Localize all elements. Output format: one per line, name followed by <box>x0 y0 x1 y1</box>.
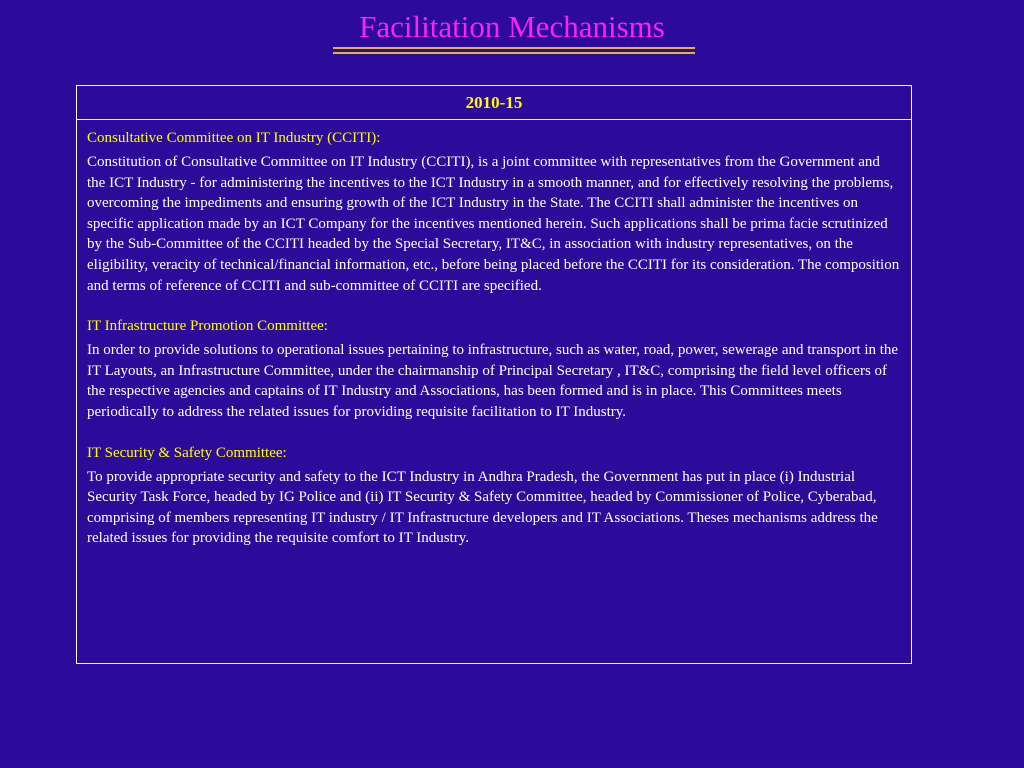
section-heading: Consultative Committee on IT Industry (CCITI): <box>87 130 381 146</box>
section-infrastructure <box>87 316 901 422</box>
section-heading: IT Infrastructure Promotion Committee: <box>87 318 328 335</box>
content-panel <box>76 85 912 664</box>
section-text: To provide appropriate security and safety to the ICT Industry in Andhra Pradesh, the Government has put in place (i) Industrial Security Task Force, headed by IG Police and (ii) IT Security & Safety Committee, headed by Commissioner of Police, Cyberabad, comprising of members representing IT industry / IT Infrastructure developers and IT Associations. Theses mechanisms address the related issues for providing the requisite comfort to IT Industry. <box>87 468 878 547</box>
section-cciti <box>87 128 901 296</box>
panel-header: 2010-15 <box>77 86 911 120</box>
slide-title: Facilitation Mechanisms <box>359 9 665 44</box>
section-security <box>87 443 901 549</box>
section-text: In order to provide solutions to operational issues pertaining to infrastructure, such as water, road, power, sewerage and transport in the IT Layouts, an Infrastructure Committee, under the chairmanship of Principal Secretary , IT&C, comprising the field level officers of the respective agencies and captains of IT Industry and Associations, has been formed and is in place. This Committees meets periodically to address the related issues for providing requisite facilitation to IT Industry. <box>87 342 899 420</box>
section-text: Constitution of Consultative Committee on IT Industry (CCITI), is a joint committee with representatives from the Government and the ICT Industry - for administering the incentives to the ICT Industry in a smooth manner, and for effectively resolving the problems, overcoming the impediments and ensuring growth of the ICT Industry in the State. The CCITI shall administer the incentives on specific application made by an ICT Company for the incentives mentioned herein. Such applications shall be prima facie scrutinized by the Sub-Committee of the CCITI headed by the Special Secretary, IT&C, in association with industry representatives, on the eligibility, veracity of technical/financial information, etc., before being placed before the CCITI for its consideration. The composition and terms of reference of CCITI and sub-committee of CCITI are specified. <box>87 154 900 294</box>
title-underline-bottom <box>333 52 695 54</box>
panel-body <box>77 120 911 549</box>
section-heading: IT Security & Safety Committee: <box>87 444 287 461</box>
title-underline-top <box>333 47 695 49</box>
